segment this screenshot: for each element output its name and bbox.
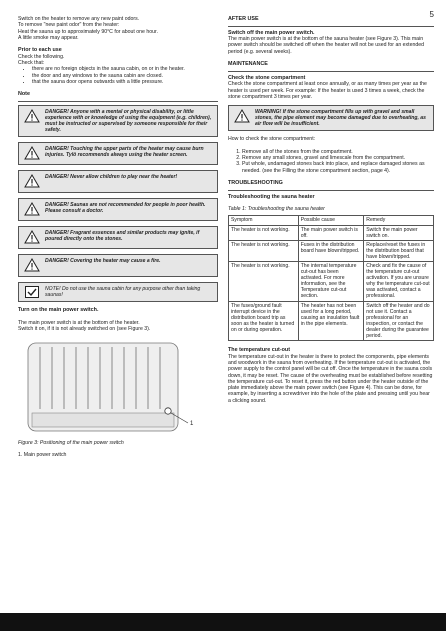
table-row — [229, 301, 434, 341]
danger-text: DANGER! Saunas are not recommended for people in poor health. Please consult a doctor. — [45, 202, 206, 215]
cutout-heading: The temperature cut-out — [228, 347, 290, 354]
figure-callout: 1 — [190, 420, 194, 427]
table-cell: Switch off the heater and do not use it. Contact a professional for an inspection, or contact the dealer during the guarantee period. — [364, 301, 434, 341]
divider — [228, 26, 434, 27]
danger-text: DANGER! Covering the heater may cause a fire. — [45, 258, 161, 265]
table-caption: Table 1: Troubleshooting the sauna heater — [228, 206, 325, 213]
list-item: • there are no foreign objects in the sauna cabin, on or in the heater. — [32, 66, 218, 72]
warning-triangle-icon — [24, 202, 40, 216]
table-cell: Check and fix the cause of the temperature cut-out activation. If you are unsure why the temperature cut-out was activated, contact a professional. — [364, 261, 434, 301]
danger-text: DANGER! Fragrant essences and similar products may ignite, if poured directly onto the stones. — [45, 230, 200, 243]
after-use-heading: AFTER USE — [228, 16, 259, 22]
danger-box — [18, 105, 218, 137]
intro-line: Switch on the heater to remove any new paint odors. — [18, 16, 140, 22]
intro-line: A little smoke may appear. — [18, 34, 79, 41]
heater-figure — [18, 337, 206, 437]
danger-text: DANGER! Touching the upper parts of the heater may cause burn injuries. Tylö recommends always using the heater screen. — [45, 146, 204, 159]
troubleshooting-table — [228, 215, 434, 341]
prior-line: Check that: — [18, 60, 45, 67]
page-number: 5 — [429, 10, 434, 19]
table-cell: Replace/reset the fuses in the distribution board that have blown/tripped. — [364, 240, 434, 261]
danger-box — [18, 226, 218, 249]
troubleshooting-heading: TROUBLESHOOTING — [228, 179, 283, 186]
table-cell: Switch the main power switch on. — [364, 225, 434, 240]
danger-text: DANGER! Never allow children to play near the heater! — [45, 174, 178, 181]
danger-box — [18, 254, 218, 277]
note-box — [18, 282, 218, 302]
table-cell: The heater is not working. — [229, 261, 299, 301]
check-stone-text: Check the stone compartment at least once annually, or as many times per year as the heater is used per week. For example: If the heater is used 3 times a week, check the stone compartment 3 times per year. — [228, 81, 427, 100]
table-header: Remedy — [364, 216, 434, 225]
main-power-switch-icon — [165, 407, 171, 413]
figure-item: 1. Main power switch — [18, 451, 67, 458]
cutout-text: The temperature cut-out in the heater is there to protect the components, pipe elements and woodwork in the sauna from overheating. If the temperature cut-out is activated, the power supply to the control panel will be cut off. Once the temperature in the sauna cools down, it may be reset. The cause of the overheating must be established before resetting the temperature cut-out. To reset it, press the red button under the heater outside of the plate immediately above the main power switch (see Figure 4). This can be done, for example, by inserting a screwdriver into the hole of the plate and pressing until you hear a clicking sound. — [228, 353, 433, 404]
danger-box — [18, 142, 218, 165]
table-cell: Fuses in the distribution board have blown/tripped. — [298, 240, 364, 261]
warning-triangle-icon — [24, 174, 40, 188]
table-header-row — [229, 216, 434, 225]
table-header: Symptom — [229, 216, 299, 225]
warning-triangle-icon — [24, 230, 40, 244]
troubleshooting-sub: Troubleshooting the sauna heater — [228, 193, 315, 200]
how-to-text: How to check the stone compartment: — [228, 136, 316, 143]
list-item: 3. Put whole, undamaged stones back into place, and replace damaged stones as needed. (see the Filling the stone compartment section, page 4). — [242, 161, 434, 174]
table-row — [229, 261, 434, 301]
table-cell: The internal temperature cut-out has been activated. For more information, see the Temperature cut-out section. — [298, 261, 364, 301]
intro-line: To remove "new paint odor" from the heater: — [18, 22, 120, 29]
warning-triangle-icon — [234, 109, 250, 123]
note-heading: Note — [18, 91, 30, 98]
power-line: Switch it on, if it is not already switched on (see Figure 3). — [18, 326, 151, 333]
left-column — [18, 16, 218, 458]
list-item: • the door and any windows to the sauna cabin are closed. — [32, 73, 218, 79]
power-line: The main power switch is at the bottom of the heater. — [18, 320, 140, 327]
table-row — [229, 225, 434, 240]
intro-line: Heat the sauna up to approximately 90°C for about one hour. — [18, 28, 158, 35]
switch-off-text: The main power switch is at the bottom of the sauna heater (see Figure 3). This main power switch should be switched off when the heater will not be used for an extended period (e.g. several weeks). — [228, 36, 424, 55]
list-item: • that the sauna door opens outwards with a little pressure. — [32, 79, 218, 85]
warning-triangle-icon — [24, 146, 40, 160]
prior-bullets — [18, 66, 218, 85]
table-cell: The heater has not been used for a long period, causing an insulation fault in the pipe elements. — [298, 301, 364, 341]
divider — [18, 101, 218, 102]
heater-illustration — [18, 337, 206, 437]
stone-steps — [228, 149, 434, 174]
divider — [228, 190, 434, 191]
note-text: NOTE! Do not use the sauna cabin for any purpose other than taking saunas! — [45, 286, 201, 299]
table-cell: The main power switch is off. — [298, 225, 364, 240]
danger-box — [18, 170, 218, 193]
danger-box — [18, 198, 218, 221]
switch-off-heading: Switch off the main power switch. — [228, 29, 315, 36]
warning-triangle-icon — [24, 258, 40, 272]
right-column — [228, 16, 434, 404]
prior-line: Check the following. — [18, 53, 65, 60]
prior-heading: Prior to each use — [18, 47, 62, 54]
maintenance-heading: MAINTENANCE — [228, 61, 268, 68]
divider — [228, 71, 434, 72]
power-heading: Turn on the main power switch. — [18, 307, 99, 314]
checkbox-note-icon — [25, 286, 39, 298]
danger-text: DANGER! Anyone with a mental or physical disability, or little experience with or knowledge of using the equipment (e.g. children), must be instructed or supervised by someone responsible for their safety. — [45, 108, 212, 134]
warning-triangle-icon — [24, 109, 40, 123]
warning-box — [228, 105, 434, 131]
check-stone-heading: Check the stone compartment — [228, 74, 306, 81]
table-header: Possible cause — [298, 216, 364, 225]
list-item: 2. Remove any small stones, gravel and limescale from the compartment. — [242, 155, 434, 161]
figure-caption: Figure 3: Positioning of the main power switch — [18, 439, 124, 446]
warning-text: WARNING! If the stone compartment fills up with gravel and small stones, the pipe element may become damaged due to overheating, as air flow will be insufficient. — [255, 109, 426, 128]
table-cell: The fuses/ground fault interrupt device in the distribution board trip as soon as the heater is turned on or during operation. — [229, 301, 299, 341]
table-row — [229, 240, 434, 261]
list-item: 1. Remove all of the stones from the compartment. — [242, 149, 434, 155]
table-cell: The heater is not working. — [229, 225, 299, 240]
table-cell: The heater is not working. — [229, 240, 299, 261]
footer-bar — [0, 613, 446, 631]
